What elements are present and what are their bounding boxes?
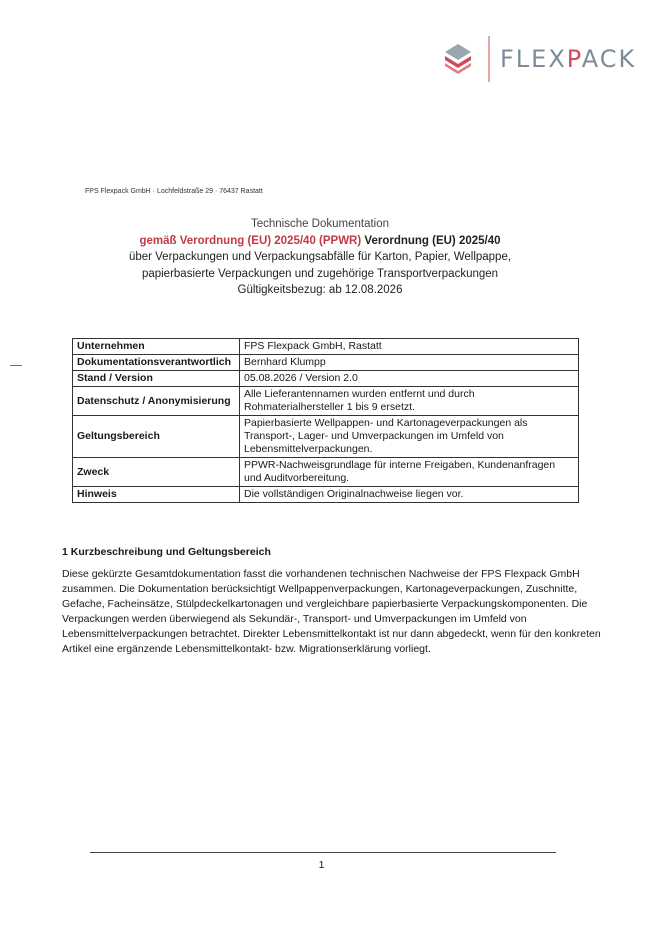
row-value: Alle Lieferantennamen wurden entfernt und durch Rohmaterialhersteller 1 bis 9 ersetzt. — [240, 387, 579, 416]
document-title — [60, 216, 580, 299]
table-row — [73, 371, 579, 387]
logo-divider — [488, 36, 490, 82]
title-line-3: über Verpackungen und Verpackungsabfälle für Karton, Papier, Wellpappe, — [128, 251, 512, 263]
row-value: 05.08.2026 / Version 2.0 — [240, 371, 579, 387]
row-key: Dokumentationsverantwortlich — [73, 355, 240, 371]
row-key: Stand / Version — [73, 371, 240, 387]
row-key: Geltungsbereich — [73, 416, 240, 458]
margin-mark — [10, 365, 22, 366]
title-line-5: Gültigkeitsbezug: ab 12.08.2026 — [237, 284, 403, 296]
row-value: FPS Flexpack GmbH, Rastatt — [240, 339, 579, 355]
layered-diamond-icon — [440, 41, 476, 77]
row-value: Papierbasierte Wellpappen- und Kartonageverpackungen als Transport-, Lager- und Umverpackungen im Umfeld von Lebensmittelverpackungen. — [240, 416, 579, 458]
footer-divider — [90, 852, 556, 853]
logo-wordmark: FLEXPACK — [500, 45, 637, 73]
title-line-4: papierbasierte Verpackungen und zugehörige Transportverpackungen — [141, 267, 499, 280]
table-row — [73, 416, 579, 458]
row-key: Hinweis — [73, 487, 240, 503]
table-row — [73, 387, 579, 416]
sender-line: FPS Flexpack GmbH · Lochfeldstraße 29 · 76437 Rastatt — [85, 188, 263, 195]
table-row — [73, 487, 579, 503]
title-line-2: gemäß Verordnung (EU) 2025/40 (PPWR) Verordnung (EU) 2025/40 — [139, 234, 501, 247]
table-row — [73, 339, 579, 355]
info-table — [72, 338, 579, 503]
row-key: Datenschutz / Anonymisierung — [73, 387, 240, 416]
row-value: Die vollständigen Originalnachweise liegen vor. — [240, 487, 579, 503]
table-row — [73, 355, 579, 371]
page-number: 1 — [318, 859, 325, 871]
section-heading: 1 Kurzbeschreibung und Geltungsbereich — [62, 546, 271, 558]
row-key: Zweck — [73, 458, 240, 487]
row-value: Bernhard Klumpp — [240, 355, 579, 371]
section-body: Diese gekürzte Gesamtdokumentation fasst die vorhandenen technischen Nachweise der FPS Flexpack GmbH zusammen. Die Dokumentation berücksichtigt Wellpappenverpackungen, Kartonageverpackungen, Zuschnitte, Gefache, Facheinsätze, Stülpdeckelkartonagen und vergleichbare papierbasierte Verpackungskomponenten. Die Verpackungen werden überwiegend als Sekundär-, Transport- und Umverpackungen im Umfeld von Lebensmittelverpackungen betrachtet. Direkter Lebensmittelkontakt ist nur dann abgedeckt, wenn für den konkreten Artikel eine ergänzende Lebensmittelkontakt- bzw. Migrationserklärung vorliegt. — [62, 568, 601, 655]
company-logo — [440, 34, 636, 84]
title-line-1: Technische Dokumentation — [250, 218, 390, 230]
row-key: Unternehmen — [73, 339, 240, 355]
table-row — [73, 458, 579, 487]
row-value: PPWR-Nachweisgrundlage für interne Freigaben, Kundenanfragen und Auditvorbereitung. — [240, 458, 579, 487]
